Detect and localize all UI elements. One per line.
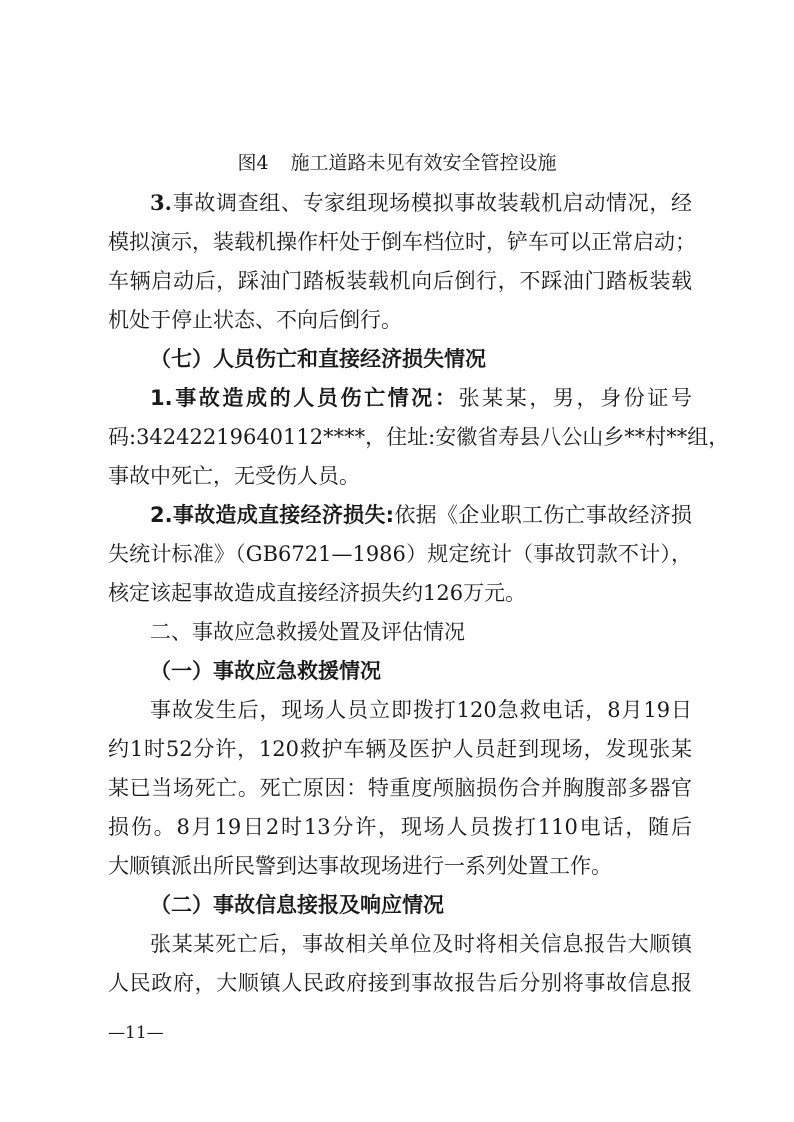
subsection-heading: （二）事故信息接报及响应情况: [150, 893, 444, 917]
paragraph-line: 核定该起事故造成直接经济损失约126万元。: [108, 581, 527, 605]
paragraph-label: 2.事故造成直接经济损失:: [150, 503, 395, 527]
paragraph-line: 模拟演示，装载机操作杆处于倒车档位时，铲车可以正常启动；: [108, 230, 696, 254]
paragraph-line: 大顺镇派出所民警到达事故现场进行一系列处置工作。: [108, 854, 612, 878]
paragraph-line: 事故发生后，现场人员立即拨打120急救电话，8月19日: [150, 698, 692, 722]
paragraph-line: [150, 190, 692, 216]
paragraph-line: 机处于停止状态、不向后倒行。: [108, 308, 402, 332]
figure-number: 图4: [237, 152, 269, 174]
paragraph-line: 失统计标准》（GB6721—1986）规定统计（事故罚款不计），: [108, 542, 692, 566]
paragraph-line: 车辆启动后，踩油门踏板装载机向后倒行，不踩油门踏板装载: [108, 269, 692, 293]
paragraph-line: 张某某死亡后，事故相关单位及时将相关信息报告大顺镇: [150, 932, 692, 956]
figure-caption: [0, 150, 794, 176]
paragraph-label: 1.事故造成的人员伤亡情况：: [150, 386, 459, 410]
section-heading: （七）人员伤亡和直接经济损失情况: [150, 347, 486, 371]
paragraph-line: [150, 385, 692, 411]
paragraph-text: 依据《企业职工伤亡事故经济损: [394, 503, 692, 527]
chapter-heading: 二、事故应急救援处置及评估情况: [150, 620, 465, 644]
list-marker: 3.: [150, 190, 172, 215]
paragraph-line: 某已当场死亡。死亡原因：特重度颅脑损伤合并胸腹部多器官: [108, 776, 692, 800]
paragraph-text: 张某某，男，身份证号: [458, 386, 692, 410]
figure-caption-text: 施工道路未见有效安全管控设施: [290, 152, 557, 174]
paragraph-line: 损伤。8月19日2时13分许，现场人员拨打110电话，随后: [108, 815, 692, 839]
paragraph-line: 事故中死亡，无受伤人员。: [108, 464, 360, 488]
paragraph-text: 事故调查组、专家组现场模拟事故装载机启动情况，经: [171, 191, 692, 215]
paragraph-line: 码:34242219640112****，住址:安徽省寿县八公山乡**村**组，: [108, 425, 730, 449]
paragraph-line: 约1时52分许，120救护车辆及医护人员赶到现场，发现张某: [108, 737, 692, 761]
paragraph-line: [150, 502, 692, 528]
subsection-heading: （一）事故应急救援情况: [150, 659, 381, 683]
paragraph-line: 人民政府，大顺镇人民政府接到事故报告后分别将事故信息报: [108, 971, 692, 995]
page-number: —11—: [108, 1023, 164, 1043]
